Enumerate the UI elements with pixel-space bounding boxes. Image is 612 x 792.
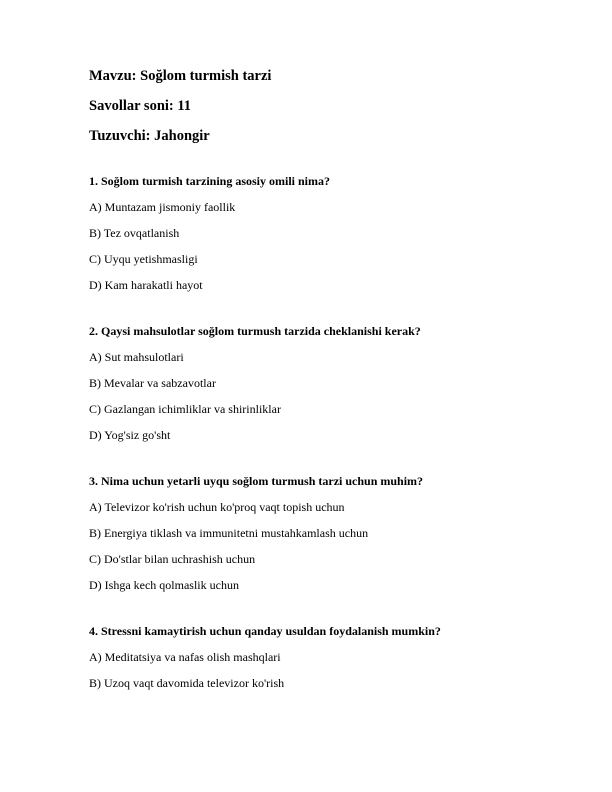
option-list [89,500,589,592]
topic-heading: Mavzu: Soğlom turmish tarzi [89,68,272,84]
question-block [89,324,589,442]
answer-option: C) Do'stlar bilan uchrashish uchun [89,552,256,566]
answer-option: A) Muntazam jismoniy faollik [89,200,236,214]
question-block [89,474,589,592]
answer-option: D) Kam harakatli hayot [89,278,203,292]
question-block [89,174,589,292]
answer-option: B) Mevalar va sabzavotlar [89,376,216,390]
answer-option: A) Televizor ko'rish uchun ko'proq vaqt topish uchun [89,500,345,514]
answer-option: C) Gazlangan ichimliklar va shirinliklar [89,402,281,416]
answer-option: B) Uzoq vaqt davomida televizor ko'rish [89,676,285,690]
question-title: 4. Stressni kamaytirish uchun qanday usuldan foydalanish mumkin? [89,624,441,638]
answer-option: D) Ishga kech qolmaslik uchun [89,578,239,592]
option-list [89,200,589,292]
answer-option: D) Yog'siz go'sht [89,428,171,442]
question-title: 2. Qaysi mahsulotlar soğlom turmush tarzida cheklanishi kerak? [89,324,421,338]
document-header [89,68,589,144]
answer-option: A) Sut mahsulotlari [89,350,184,364]
question-title: 3. Nima uchun yetarli uyqu soğlom turmush tarzi uchun muhim? [89,474,424,488]
document-page [89,68,589,690]
author-heading: Tuzuvchi: Jahongir [89,128,210,144]
answer-option: B) Energiya tiklash va immunitetni mustahkamlash uchun [89,526,369,540]
question-title: 1. Soğlom turmish tarzining asosiy omili nima? [89,174,331,188]
option-list [89,350,589,442]
answer-option: C) Uyqu yetishmasligi [89,252,198,266]
answer-option: B) Tez ovqatlanish [89,226,180,240]
question-count-heading: Savollar soni: 11 [89,98,192,114]
option-list [89,650,589,690]
answer-option: A) Meditatsiya va nafas olish mashqlari [89,650,281,664]
question-block [89,624,589,690]
